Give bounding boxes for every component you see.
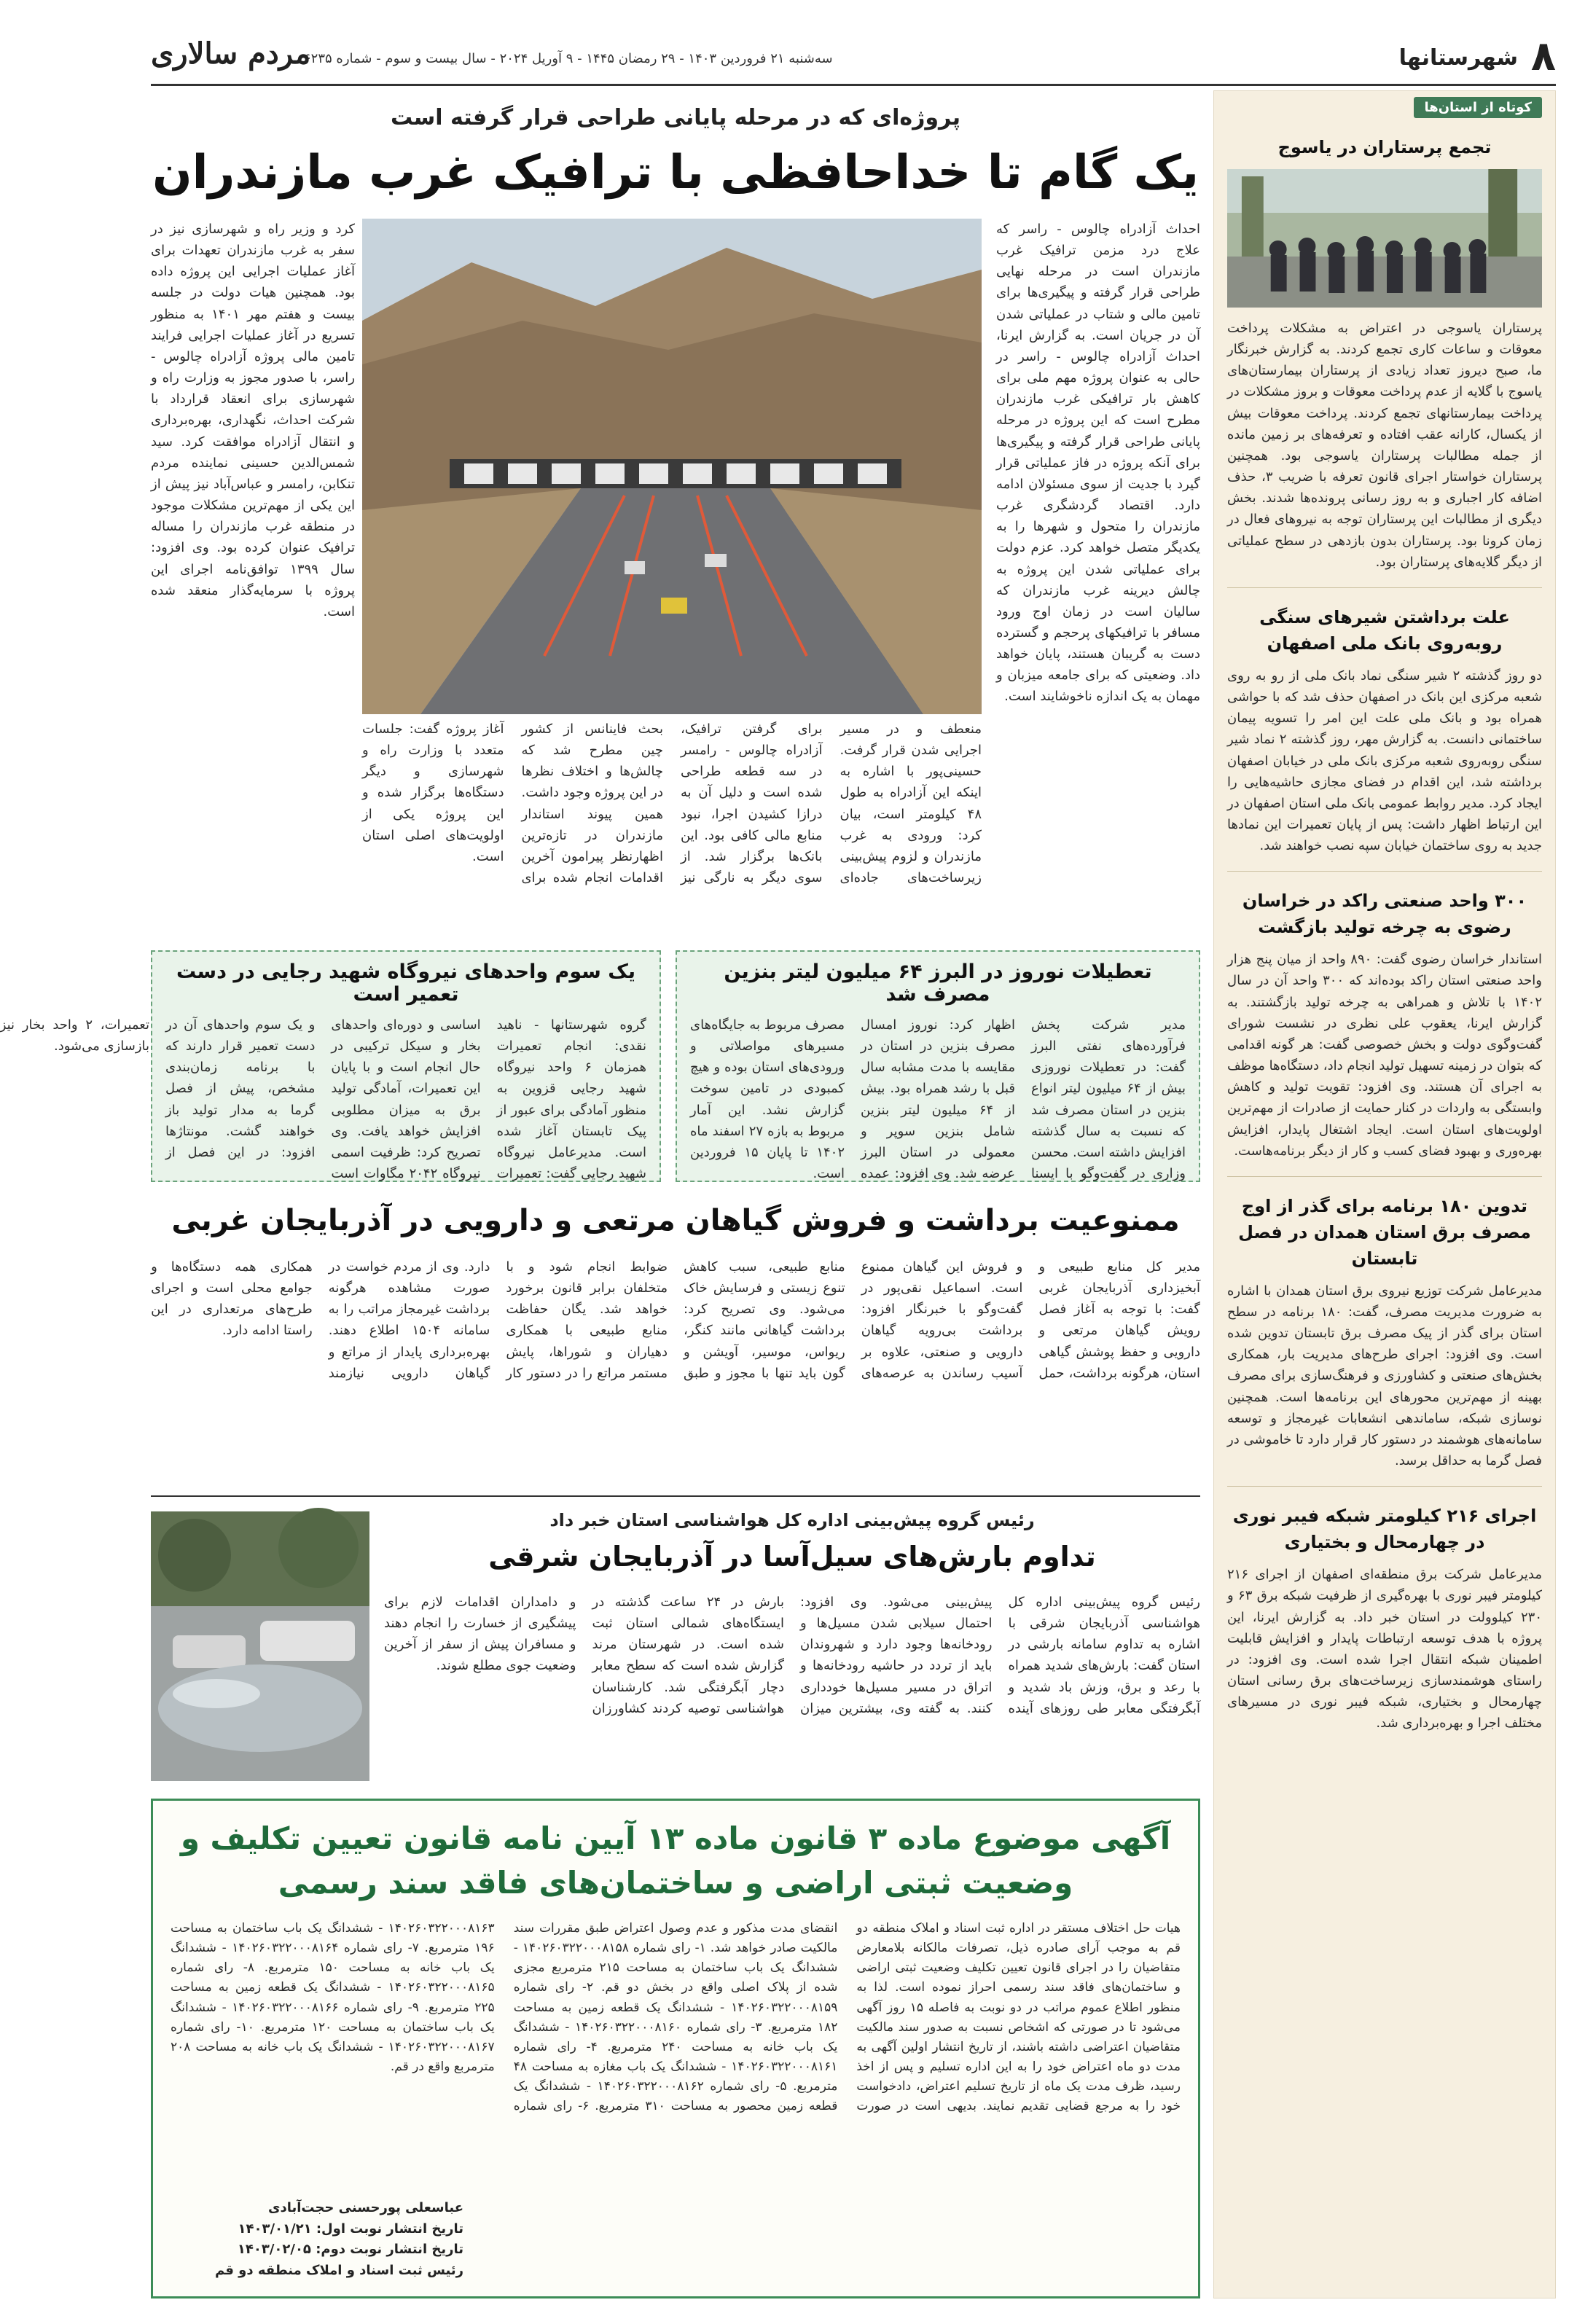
divider xyxy=(1227,587,1542,588)
news-box-title: تعطیلات نوروز در البرز ۶۴ میلیون لیتر بنزین مصرف شد xyxy=(724,960,1152,1006)
article-column-right: احداث آزادراه چالوس - راسر که علاج درد مزمن ترافیک غرب مازندران است در مرحله نهایی طراحی قرار گرفته و پیگیری‌ها برای تامین مالی و شتاب در عملیاتی شدن آن در جریان است. به گزارش ایرنا، احداث آزادراه چالوس - راسر در حالی به عنوان پروژه مهم ملی برای کاهش بار ترافیکی غرب مازندران مطرح است که این پروژه در مرحله پایانی طراحی قرار گرفته و پیگیری‌ها برای آنکه پروژه در فاز عملیاتی قرار گیرد با جدیت از سوی مسئولان ادامه دارد. اقتصاد گردشگری غرب مازندران را متحول و شهرها را به یکدیگر متصل خواهد کرد. عزم دولت برای عملیاتی شدن این پروژه به چالش دیرینه غرب مازندران که سالیان است در زمان اوج ورود مسافر با ترافیکهای پرحجم و گسترده دست به گریبان هستند، پایان خواهد داد. وضعیتی که برای جامعه میزبان و مهمان به یک اندازه ناخوشایند است. xyxy=(996,222,1200,705)
article-kicker: پروژه‌ای که در مرحله پایانی طراحی قرار گرفته است xyxy=(391,105,960,130)
section-body: رئیس گروه پیش‌بینی اداره کل هواشناسی آذربایجان شرقی با اشاره به تداوم سامانه بارشی در استان گفت: بارش‌های شدید همراه با رعد و برق، وزش باد شدید و آبگرفتگی معابر طی روزهای آینده پیش‌بینی می‌شود. وی افزود: احتمال سیلابی شدن مسیل‌ها و رودخانه‌ها وجود دارد و شهروندان باید از تردد در حاشیه رودخانه‌ها و اتراق در مسیر مسیل‌ها خودداری کنند. به گفته وی، بیشترین میزان بارش در ۲۴ ساعت گذشته در ایستگاه‌های شمالی استان ثبت شده است. در شهرستان مرند گزارش شده است که سطح معابر دچار آبگرفتگی شد. کارشناسان هواشناسی توصیه کردند کشاورزان و دامداران اقدامات لازم برای پیشگیری از خسارت را انجام دهند و مسافران پیش از سفر از آخرین وضعیت جوی مطلع شوند. xyxy=(384,1595,1200,1716)
publish-date-1: تاریخ انتشار نوبت اول: ۱۴۰۳/۰۱/۲۱ xyxy=(238,2221,463,2237)
signer-role: رئیس ثبت اسناد و املاک منطقه دو قم xyxy=(215,2263,463,2279)
section-headline: ممنوعیت برداشت و فروش گیاهان مرتعی و دارویی در آذربایجان غربی xyxy=(171,1204,1180,1237)
divider xyxy=(1227,871,1542,872)
page-number: ۸ xyxy=(1530,33,1556,80)
newspaper-logo: مردم سالاری xyxy=(151,36,311,71)
section-body: مدیر کل منابع طبیعی و آبخیزداری آذربایجان غربی گفت: با توجه به آغاز فصل رویش گیاهان مرتعی و دارویی و حفظ پوشش گیاهی استان، هرگونه برداشت، حمل و فروش این گیاهان ممنوع است. اسماعیل نقی‌پور در گفت‌وگو با خبرنگار افزود: برداشت بی‌رویه گیاهان دارویی و صنعتی، علاوه بر آسیب رساندن به عرصه‌های منابع طبیعی، سبب کاهش تنوع زیستی و فرسایش خاک می‌شود. وی تصریح کرد: برداشت گیاهانی مانند کنگر، ریواس، موسیر، آویشن و گون باید تنها با مجوز و طبق ضوابط انجام شود و با متخلفان برابر قانون برخورد خواهد شد. یگان حفاظت منابع طبیعی با همکاری دهیاران و شوراها، پایش مستمر مراتع را در دستور کار دارد. وی از مردم خواست در صورت مشاهده هرگونه برداشت غیرمجاز مراتب را به سامانه ۱۵۰۴ اطلاع دهند. بهره‌برداری پایدار از مراتع و گیاهان دارویی نیازمند همکاری همه دستگاه‌ها و جوامع محلی است و اجرای طرح‌های مرتعداری در این راستا ادامه دارد. xyxy=(151,1256,1200,1497)
sidebar-news xyxy=(1213,90,1556,2298)
news-box-text: مدیر شرکت پخش فرآورده‌های نفتی البرز گفت: در تعطیلات نوروزی بیش از ۶۴ میلیون لیتر انواع بنزین در استان مصرف شد که نسبت به سال گذشته افزایش داشته است. محسن وزاری در گفت‌وگو با ایسنا اظهار کرد: نوروز امسال مصرف بنزین در استان در مقایسه با مدت مشابه سال قبل با رشد همراه بود. بیش از ۶۴ میلیون لیتر بنزین شامل بنزین سوپر و معمولی در استان البرز عرضه شد. وی افزود: عمده مصرف مربوط به جایگاه‌های مسیرهای مواصلاتی و ورودی‌های استان بوده و هیچ کمبودی در تامین سوخت گزارش نشد. این آمار مربوط به بازه ۲۷ اسفند ماه ۱۴۰۲ تا پایان ۱۵ فروردین است. xyxy=(690,1017,1186,1182)
signer-name: عباسعلی پورحسنی حجت‌آبادی xyxy=(267,2199,463,2215)
legal-notice-signature xyxy=(172,2198,463,2282)
news-box-gasoline xyxy=(676,950,1200,1182)
legal-notice-body: هیات حل اختلاف مستقر در اداره ثبت اسناد و املاک منطقه دو قم به موجب آرای صادره ذیل، تصرفات مالکانه بلامعارض متقاضیان را در اجرای قانون تعیین تکلیف وضعیت ثبتی اراضی و ساختمان‌های فاقد سند رسمی احراز نموده است. لذا به منظور اطلاع عموم مراتب در دو نوبت به فاصله ۱۵ روز آگهی می‌شود تا در صورتی که اشخاص نسبت به صدور سند مالکیت متقاضیان اعتراضی داشته باشند، از تاریخ انتشار اولین آگهی به مدت دو ماه اعتراض خود را به این اداره تسلیم و پس از اخذ رسید، ظرف مدت یک ماه از تاریخ تسلیم اعتراض، دادخواست خود را به مرجع قضایی تقدیم نمایند. بدیهی است در صورت انقضای مدت مذکور و عدم وصول اعتراض طبق مقررات سند مالکیت صادر خواهد شد. ۱- رای شماره ۱۴۰۲۶۰۳۲۲۰۰۰۸۱۵۸ - ششدانگ یک باب ساختمان به مساحت ۲۱۵ مترمربع مجزی شده از پلاک اصلی واقع در بخش دو قم. ۲- رای شماره ۱۴۰۲۶۰۳۲۲۰۰۰۸۱۵۹ - ششدانگ یک قطعه زمین به مساحت ۱۸۲ مترمربع. ۳- رای شماره ۱۴۰۲۶۰۳۲۲۰۰۰۸۱۶۰ - ششدانگ یک باب خانه به مساحت ۲۴۰ مترمربع. ۴- رای شماره ۱۴۰۲۶۰۳۲۲۰۰۰۸۱۶۱ - ششدانگ یک باب مغازه به مساحت ۴۸ مترمربع. ۵- رای شماره ۱۴۰۲۶۰۳۲۲۰۰۰۸۱۶۲ - ششدانگ یک قطعه زمین محصور به مساحت ۳۱۰ مترمربع. ۶- رای شماره ۱۴۰۲۶۰۳۲۲۰۰۰۸۱۶۳ - ششدانگ یک باب ساختمان به مساحت ۱۹۶ مترمربع. ۷- رای شماره ۱۴۰۲۶۰۳۲۲۰۰۰۸۱۶۴ - ششدانگ یک باب خانه به مساحت ۱۵۰ مترمربع. ۸- رای شماره ۱۴۰۲۶۰۳۲۲۰۰۰۸۱۶۵ - ششدانگ یک قطعه زمین به مساحت ۲۲۵ مترمربع. ۹- رای شماره ۱۴۰۲۶۰۳۲۲۰۰۰۸۱۶۶ - ششدانگ یک باب ساختمان به مساحت ۱۲۰ مترمربع. ۱۰- رای شماره ۱۴۰۲۶۰۳۲۲۰۰۰۸۱۶۷ - ششدانگ یک باب خانه به مساحت ۲۰۸ مترمربع واقع در قم. xyxy=(171,1920,1181,2114)
news-box-power-plant xyxy=(0,950,661,1182)
sidebar-item-text: دو روز گذشته ۲ شیر سنگی نماد بانک ملی از رو به روی شعبه مرکزی این بانک در اصفهان حذف شد که با حواشی همراه بود و بانک ملی علت این امر را تسویه پیمان ساختمانی دانست. به گزارش مهر، روز گذشته ۲ نماد شیر سنگی روبه‌روی شعبه مرکزی بانک ملی در خیابان اصفهان برداشته شد، این اقدام در فضای مجازی حاشیه‌هایی را ایجاد کرد. مدیر روابط عمومی بانک ملی استان اصفهان در این ارتباط اظهار داشت: پس از پایان تعمیرات این نمادها جدید به روی ساختمان خیابان سپه نصب خواهند شد. xyxy=(1227,668,1543,854)
sidebar-item-title: اجرای ۲۱۶ کیلومتر شبکه فیبر نوری در چهارمحال و بختیاری xyxy=(1232,1506,1537,1553)
divider xyxy=(1227,1486,1542,1487)
sidebar-item-title: تجمع پرستاران در یاسوج xyxy=(1277,137,1492,157)
sidebar-tag: کوتاه از استان‌ها xyxy=(1414,97,1542,118)
section-headline: تداوم بارش‌های سیل‌آسا در آذربایجان شرقی xyxy=(488,1541,1096,1573)
flooded-street-photo xyxy=(151,1511,369,1781)
section-kicker: رئیس گروه پیش‌بینی اداره کل هواشناسی استان خبر داد xyxy=(549,1510,1035,1530)
nurses-protest-photo xyxy=(1227,169,1542,308)
news-box-title: یک سوم واحدهای نیروگاه شهید رجایی در دست تعمیر است xyxy=(176,960,636,1006)
sidebar-item-text: مدیرعامل شرکت توزیع نیروی برق استان همدان با اشاره به ضرورت مدیریت مصرف، گفت: ۱۸۰ برنامه در سطح استان برای گذر از پیک مصرف برق تابستان تدوین شده است. وی افزود: اجرای طرح‌های مدیریت بار، همکاری بخش‌های صنعتی و کشاورزی و فرهنگ‌سازی برای مصرف بهینه از مهم‌ترین محورهای این برنامه‌ها است. همچنین نوسازی شبکه، ساماندهی انشعابات غیرمجاز و توسعه سامانه‌های هوشمند در دستور کار قرار دارد تا خاموشی در فصل گرما به حداقل برسد. xyxy=(1227,1283,1542,1469)
legal-notice-box xyxy=(151,1799,1200,2298)
legal-notice-title: آگهی موضوع ماده ۳ قانون ماده ۱۳ آیین نامه قانون تعیین تکلیف و وضعیت ثبتی اراضی و ساختمان‌های فاقد سند رسمی xyxy=(180,1820,1171,1901)
photo-caption-text: منعطف و در مسیر اجرایی شدن قرار گرفت. حسینی‌پور با اشاره به اینکه این آزادراه به طول ۴۸ کیلومتر است، بیان کرد: ورودی به غرب مازندران و لزوم پیش‌بینی زیرساخت‌های جاده‌ای برای گرفتن ترافیک، آزادراه چالوس - رامسر در سه قطعه طراحی شده است و دلیل آن به درازا کشیدن اجرا، نبود منابع مالی کافی بود. این بانک‌ها برگزار شد. از سوی دیگر به نارگی نیز بحث فاینانس از کشور چین مطرح شد که چالش‌ها و اختلاف نظرها در این پروژه وجود داشت. همین پیوند استاندار مازندران در تازه‌ترین اظهارنظر پیرامون آخرین اقدامات انجام شده برای آغاز پروژه گفت: جلسات متعدد با وزارت راه و شهرسازی و دیگر دستگاه‌ها برگزار شده و این پروژه یکی از اولویت‌های اصلی استان است. xyxy=(362,721,982,886)
sidebar-item-text: استاندار خراسان رضوی گفت: ۸۹۰ واحد از میان پنج هزار واحد صنعتی استان راکد بوده‌اند که ۳۰۰ واحد آن در سال ۱۴۰۲ با تلاش و همراهی به چرخه تولید بازگشتند. به گزارش ایرنا، یعقوب علی نظری در نشست شورای گفت‌وگوی دولت و بخش خصوصی گفت: هر گونه اقدامی که بتوان در زمینه تسهیل تولید انجام داد، دستگاه‌ها موظف به اجرای آن هستند. وی افزود: تقویت تولید و کاهش وابستگی به واردات در کنار حمایت از صادرات از مهم‌ترین اولویت‌های استان است. ایجاد اشتغال پایدار، افزایش بهره‌وری و بهبود فضای کسب و کار از دیگر برنامه‌هاست. xyxy=(1227,952,1542,1159)
issue-line: سه‌شنبه ۲۱ فروردین ۱۴۰۳ - ۲۹ رمضان ۱۴۴۵ - ۹ آوریل ۲۰۲۴ - سال بیست و سوم - شماره ۶۲۳۵ xyxy=(304,51,833,66)
article-column-left: کرد و وزیر راه و شهرسازی نیز در سفر به غرب مازندران تعهدات برای آغاز عملیات اجرایی این پروژه داده بود. همچنین هیات دولت در جلسه بیست و هفتم مهر ۱۴۰۱ به منظور تسریع در آغاز عملیات اجرایی فرایند تامین مالی پروژه آزادراه چالوس - راسر، با صدور مجوز به وزارت راه و شهرسازی برای انعقاد قرارداد با شرکت احداث، نگهداری، بهره‌برداری و انتقال آزادراه موافقت کرد. سید شمس‌الدین حسینی نماینده مردم تنکابن، رامسر و عباس‌آباد نیز پیش از این یکی از مهم‌ترین مشکلات موجود در منطقه غرب مازندران را مساله ترافیک عنوان کرده بود. وی افزود: سال ۱۳۹۹ توافق‌نامه اجرای این پروژه با سرمایه‌گذار منعقد شده است. xyxy=(151,222,355,619)
sidebar-item-text: مدیرعامل شرکت برق منطقه‌ای اصفهان از اجرای ۲۱۶ کیلومتر فیبر نوری با بهره‌گیری از ظرفیت شبکه برق ۶۳ و ۲۳۰ کیلوولت در استان خبر داد. به گزارش ایرنا، این پروژه با هدف توسعه ارتباطات پایدار و افزایش قابلیت اطمینان شبکه انتقال اجرا شده است. وی افزود: در راستای هوشمندسازی زیرساخت‌های برق رسانی استان چهارمحال و بختیاری، شبکه فیبر نوری در مسیرهای مختلف اجرا و بهره‌برداری شد. xyxy=(1227,1567,1542,1732)
sidebar-item-text: پرستاران یاسوجی در اعتراض به مشکلات پرداخت معوقات و ساعات کاری تجمع کردند. به گزارش خبرنگار ما، صبح دیروز تعداد زیادی از پرستاران بیمارستان‌های یاسوج با گلایه از عدم پرداخت معوقات و بروز مشکلات در پرداخت بیمارستانهای تجمع کردند. پرداخت معوقات بیش از یکسال، کارانه عقب افتاده و تعرفه‌های بر زمین مانده از جمله مطالبات پرستاران یاسوجی بود. همچنین پرستاران خواستار اجرای قانون تعرفه با ضریب ۳، حذف اضافه کار اجباری و به روز رسانی پرونده‌ها شدند. بخش دیگری از مطالبات این پرستاران توجه به نیروهای فعال در زمان کرونا بود. پرستاران بدون بازدهی در سطح عملیاتی از دیگر گلایه‌های پرستاران بود. xyxy=(1227,321,1542,570)
divider xyxy=(1227,1176,1542,1177)
sidebar-item-title: تدوین ۱۸۰ برنامه برای گذر از اوج مصرف برق استان همدان در فصل تابستان xyxy=(1238,1195,1531,1269)
news-box-text: گروه شهرستانها - ناهید نقدی: انجام تعمیرات همزمان ۶ واحد نیروگاه شهید رجایی قزوین به منظور آمادگی برای عبور از پیک تابستان آغاز شده است. مدیرعامل نیروگاه شهید رجایی گفت: تعمیرات اساسی و دوره‌ای واحدهای بخار و سیکل ترکیبی در حال انجام است و با پایان این تعمیرات، آمادگی تولید برق به میزان مطلوبی افزایش خواهد یافت. وی تصریح کرد: ظرفیت اسمی نیروگاه ۲۰۴۲ مگاوات است و یک سوم واحدهای آن در دست تعمیر قرار دارند که با برنامه زمان‌بندی مشخص، پیش از فصل گرما به مدار تولید باز خواهند گشت. مونتاژها افزود: در این فصل از تعمیرات، ۲ واحد بخار نیز بازسازی می‌شود. xyxy=(0,1017,646,1182)
sidebar-item-title: علت برداشتن شیرهای سنگی روبه‌روی بانک ملی اصفهان xyxy=(1259,606,1510,654)
publish-date-2: تاریخ انتشار نوبت دوم: ۱۴۰۳/۰۲/۰۵ xyxy=(237,2242,463,2258)
sidebar-item-title: ۳۰۰ واحد صنعتی راکد در خراسان رضوی به چرخه تولید بازگشت xyxy=(1242,891,1527,938)
article-headline: یک گام تا خداحافظی با ترافیک غرب مازندران xyxy=(152,146,1199,200)
masthead xyxy=(151,35,1556,86)
highway-tollbooth-photo xyxy=(362,219,982,714)
section-title: شهرستانها xyxy=(1398,45,1518,71)
main-content xyxy=(0,90,1200,2298)
